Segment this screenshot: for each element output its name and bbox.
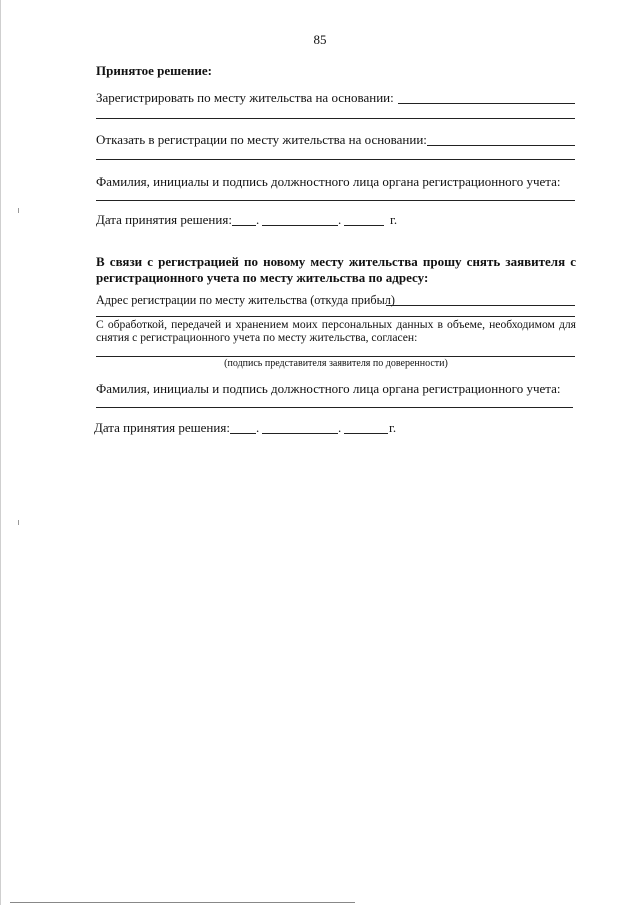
address-line[interactable]	[386, 305, 575, 306]
date-suffix: г.	[389, 420, 397, 435]
official-signature-line[interactable]	[96, 200, 575, 201]
date-separator: .	[338, 420, 342, 435]
date-separator: .	[256, 212, 260, 227]
representative-signature-line[interactable]	[96, 356, 575, 357]
date-label-2: Дата принятия решения:	[94, 420, 230, 435]
date-label: Дата принятия решения:	[96, 212, 232, 227]
address-label: Адрес регистрации по месту жительства (откуда прибыл)	[96, 293, 395, 307]
register-basis-line-2[interactable]	[96, 118, 575, 119]
date-year-line-2[interactable]	[344, 433, 388, 434]
signature-caption: (подпись представителя заявителя по доверенности)	[224, 358, 448, 369]
date-year-line[interactable]	[344, 225, 384, 226]
refuse-label: Отказать в регистрации по месту жительства на основании:	[96, 132, 427, 147]
date-month-line[interactable]	[262, 225, 338, 226]
register-basis-line[interactable]	[398, 103, 575, 104]
register-label: Зарегистрировать по месту жительства на основании:	[96, 90, 394, 105]
official-label: Фамилия, инициалы и подпись должностного лица органа регистрационного учета:	[96, 174, 561, 189]
consent-text: С обработкой, передачей и хранением моих персональных данных в объеме, необходимом для снятия с регистрационного учета по месту жительства, согласен:	[96, 318, 576, 344]
scan-edge	[0, 0, 1, 905]
date-separator: .	[256, 420, 260, 435]
date-day-line[interactable]	[232, 225, 256, 226]
deregistration-heading: В связи с регистрацией по новому месту жительства прошу снять заявителя с регистрационного учета по месту жительства по адресу:	[96, 254, 576, 285]
address-line-2[interactable]	[96, 316, 575, 317]
date-day-line-2[interactable]	[230, 433, 256, 434]
date-separator: .	[338, 212, 342, 227]
page-number: 85	[313, 32, 327, 47]
official-signature-line-2[interactable]	[96, 407, 573, 408]
margin-mark	[18, 208, 19, 213]
date-month-line-2[interactable]	[262, 433, 338, 434]
official-label-2: Фамилия, инициалы и подпись должностного лица органа регистрационного учета:	[96, 381, 561, 396]
date-suffix: г.	[390, 212, 398, 227]
margin-mark	[18, 520, 19, 525]
refuse-basis-line[interactable]	[427, 145, 575, 146]
refuse-basis-line-2[interactable]	[96, 159, 575, 160]
decision-heading: Принятое решение:	[96, 63, 212, 78]
bottom-scan-rule	[10, 902, 355, 903]
